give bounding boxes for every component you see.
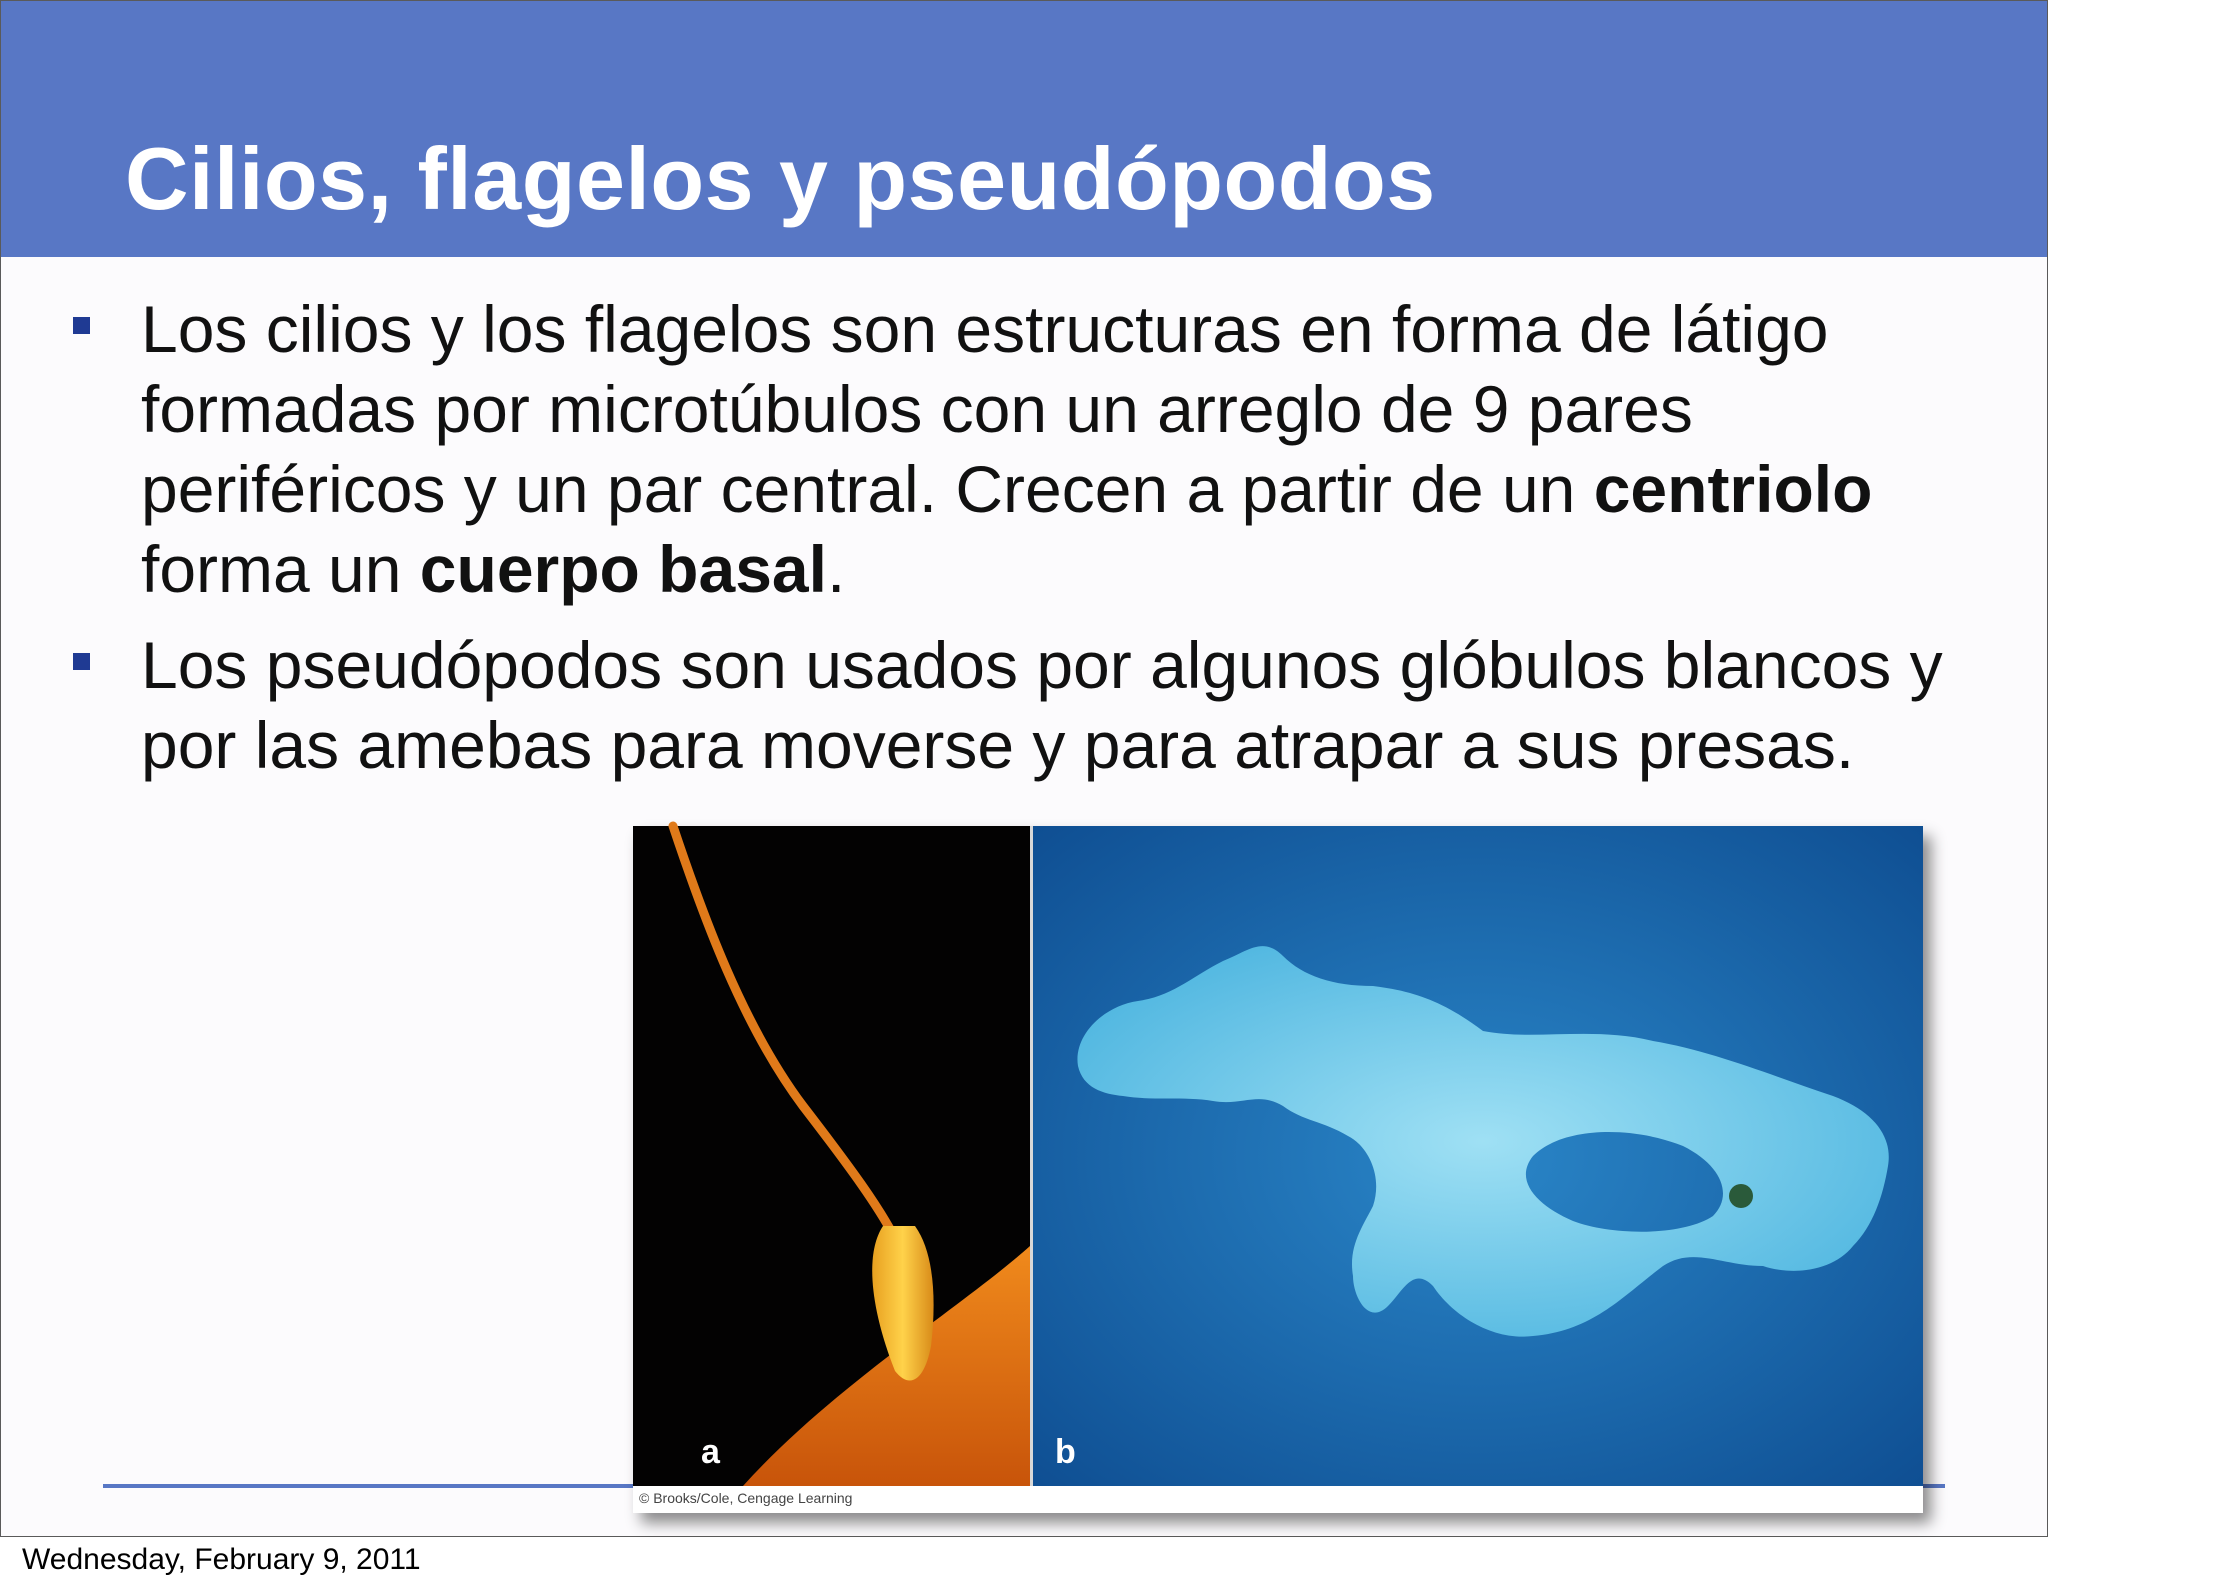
footer-date: Wednesday, February 9, 2011 <box>22 1543 421 1576</box>
bullet-text: Los pseudópodos son usados por algunos glóbulos blancos y por las amebas para moverse y para atrapar a sus presas. <box>141 628 1943 782</box>
slide-title: Cilios, flagelos y pseudópodos <box>125 129 1436 228</box>
image-credit: © Brooks/Cole, Cengage Learning <box>639 1490 853 1506</box>
ameba-label: Ameba <box>2081 895 2233 948</box>
title-bar <box>1 1 2047 257</box>
bullet-item-cilia <box>61 289 2001 609</box>
square-bullet-icon <box>73 653 90 670</box>
bullet-list <box>61 289 2001 801</box>
square-bullet-icon <box>73 317 90 334</box>
amoeba-micrograph <box>1033 826 2233 1486</box>
bold-term-centriolo: centriolo <box>1593 452 1873 526</box>
figure <box>633 826 2233 1513</box>
panel-b-label: b <box>1055 1433 1076 1471</box>
bullet-text: . <box>826 532 846 606</box>
bullet-item-pseudopods <box>61 625 2001 785</box>
flagellum-micrograph <box>633 826 1030 1486</box>
bullet-text: Los cilios y los flagelos son estructuras en forma de látigo formadas por microtúbulos con un arreglo de 9 pares periféricos y un par central. Crecen a partir de un <box>141 292 1829 526</box>
amoeba-illustration <box>1033 826 1923 1486</box>
bold-term-cuerpo-basal: cuerpo basal <box>419 532 827 606</box>
panel-a-label: a <box>701 1433 720 1471</box>
bullet-text: forma un <box>141 532 420 606</box>
flagellum-illustration <box>633 826 1030 1486</box>
